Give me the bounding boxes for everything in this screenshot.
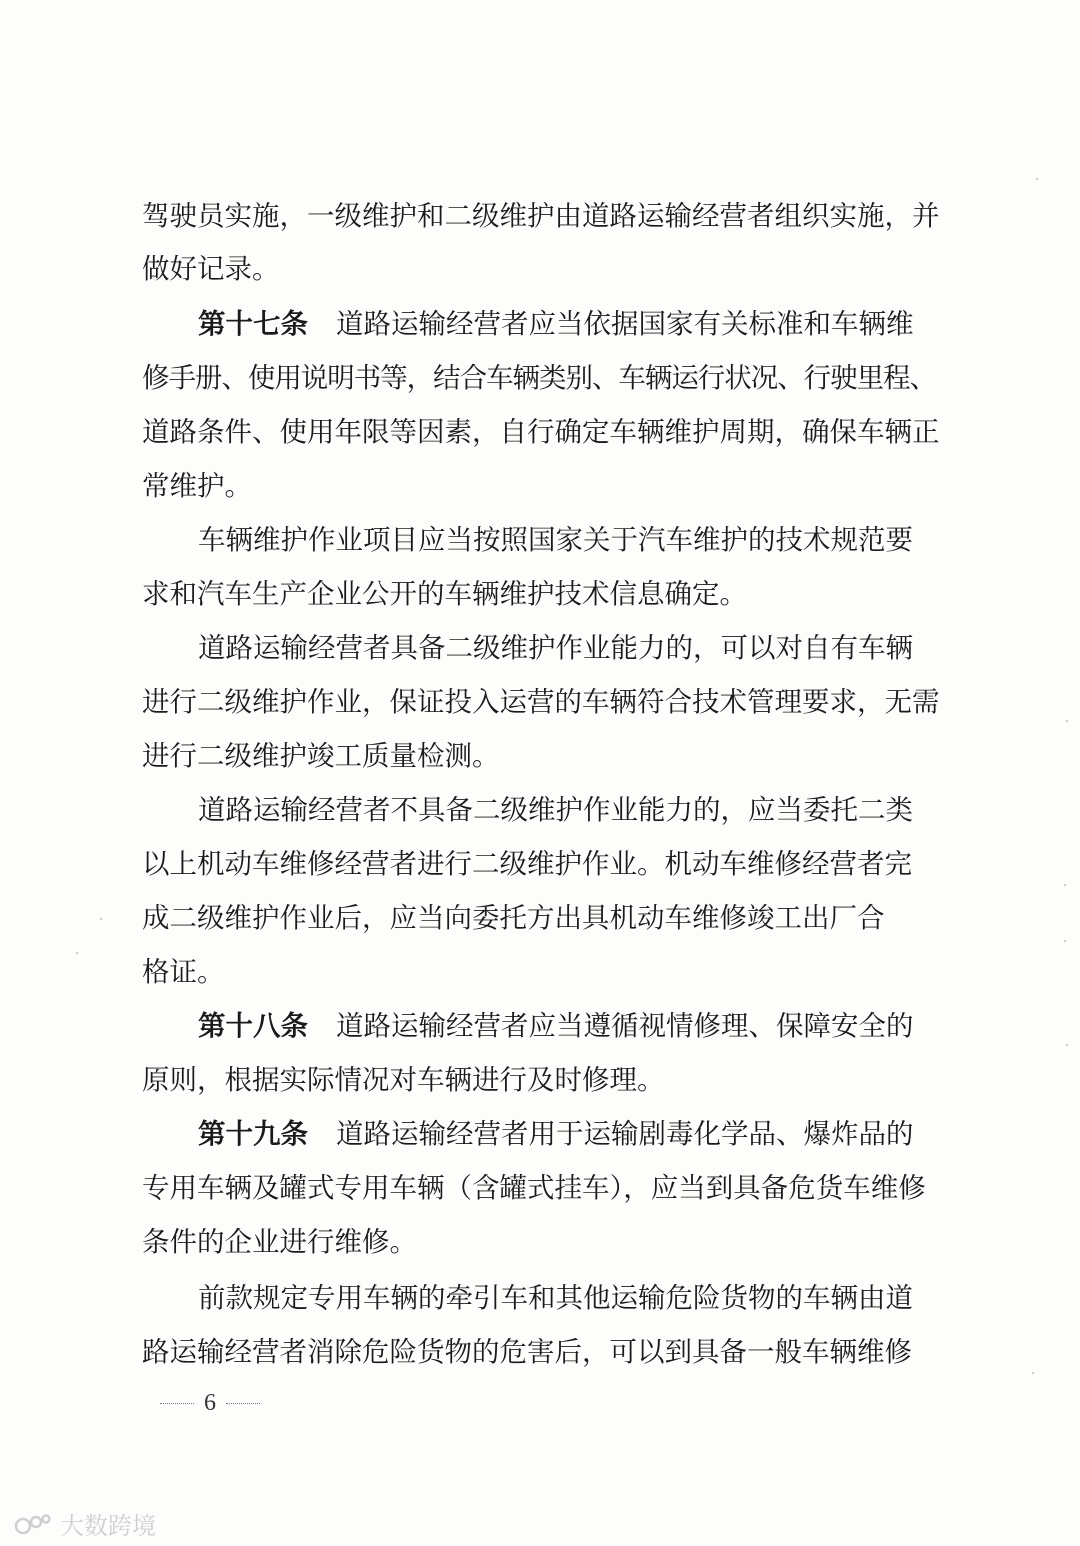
text-line: 驾驶员实施，一级维护和二级维护由道路运输经营者组织实施，并 bbox=[142, 200, 940, 232]
footer-dash-right bbox=[226, 1403, 260, 1404]
watermark bbox=[14, 1506, 156, 1541]
text-line: 修手册、使用说明书等，结合车辆类别、车辆运行状况、行驶里程、 bbox=[142, 362, 936, 394]
scan-speck bbox=[76, 952, 78, 954]
article-19-label: 第十九条 bbox=[198, 1118, 308, 1150]
text-segment: 道路运输经营者应当遵循视情修理、保障安全的 bbox=[336, 1010, 914, 1042]
article-18-first-line bbox=[198, 1006, 942, 1046]
text-line: 做好记录。 bbox=[142, 253, 280, 285]
page-number-footer bbox=[150, 1390, 270, 1417]
scan-speck bbox=[1066, 1044, 1068, 1046]
text-line: 路运输经营者消除危险货物的危害后，可以到具备一般车辆维修 bbox=[142, 1336, 912, 1368]
text-segment: 道路运输经营者应当依据国家有关标准和车辆维 bbox=[336, 308, 914, 340]
text-line: 道路运输经营者不具备二级维护作业能力的，应当委托二类 bbox=[198, 794, 913, 826]
text-line: 前款规定专用车辆的牵引车和其他运输危险货物的车辆由道 bbox=[198, 1282, 913, 1314]
article-18-label: 第十八条 bbox=[198, 1010, 308, 1042]
watermark-logo-icon bbox=[14, 1511, 54, 1537]
scan-speck bbox=[100, 918, 102, 920]
footer-dash-left bbox=[160, 1403, 194, 1404]
article-19-first-line bbox=[198, 1114, 942, 1154]
page-number: 6 bbox=[204, 1390, 216, 1416]
text-line: 原则，根据实际情况对车辆进行及时修理。 bbox=[142, 1064, 665, 1096]
scan-speck bbox=[1066, 720, 1068, 722]
text-line: 条件的企业进行维修。 bbox=[142, 1226, 417, 1258]
scan-speck bbox=[1064, 940, 1066, 942]
text-segment: 道路运输经营者用于运输剧毒化学品、爆炸品的 bbox=[336, 1118, 914, 1150]
watermark-text: 大数跨境 bbox=[60, 1512, 156, 1540]
text-line: 常维护。 bbox=[142, 470, 252, 502]
text-line: 进行二级维护竣工质量检测。 bbox=[142, 740, 500, 772]
text-line: 求和汽车生产企业公开的车辆维护技术信息确定。 bbox=[142, 578, 747, 610]
article-17-first-line bbox=[198, 304, 942, 344]
scan-speck bbox=[1036, 178, 1038, 180]
text-line: 进行二级维护作业，保证投入运营的车辆符合技术管理要求，无需 bbox=[142, 686, 940, 718]
text-line: 道路条件、使用年限等因素，自行确定车辆维护周期，确保车辆正 bbox=[142, 416, 940, 448]
text-line: 成二级维护作业后，应当向委托方出具机动车维修竣工出厂合 bbox=[142, 902, 885, 934]
article-17-label: 第十七条 bbox=[198, 308, 308, 340]
text-line: 以上机动车维修经营者进行二级维护作业。机动车维修经营者完 bbox=[142, 848, 912, 880]
scan-speck bbox=[1064, 884, 1066, 886]
scan-speck bbox=[1032, 1372, 1034, 1374]
text-line: 专用车辆及罐式专用车辆（含罐式挂车），应当到具备危货车维修 bbox=[142, 1172, 926, 1204]
text-line: 车辆维护作业项目应当按照国家关于汽车维护的技术规范要 bbox=[198, 524, 913, 556]
text-line: 道路运输经营者具备二级维护作业能力的，可以对自有车辆 bbox=[198, 632, 913, 664]
text-line: 格证。 bbox=[142, 956, 225, 988]
